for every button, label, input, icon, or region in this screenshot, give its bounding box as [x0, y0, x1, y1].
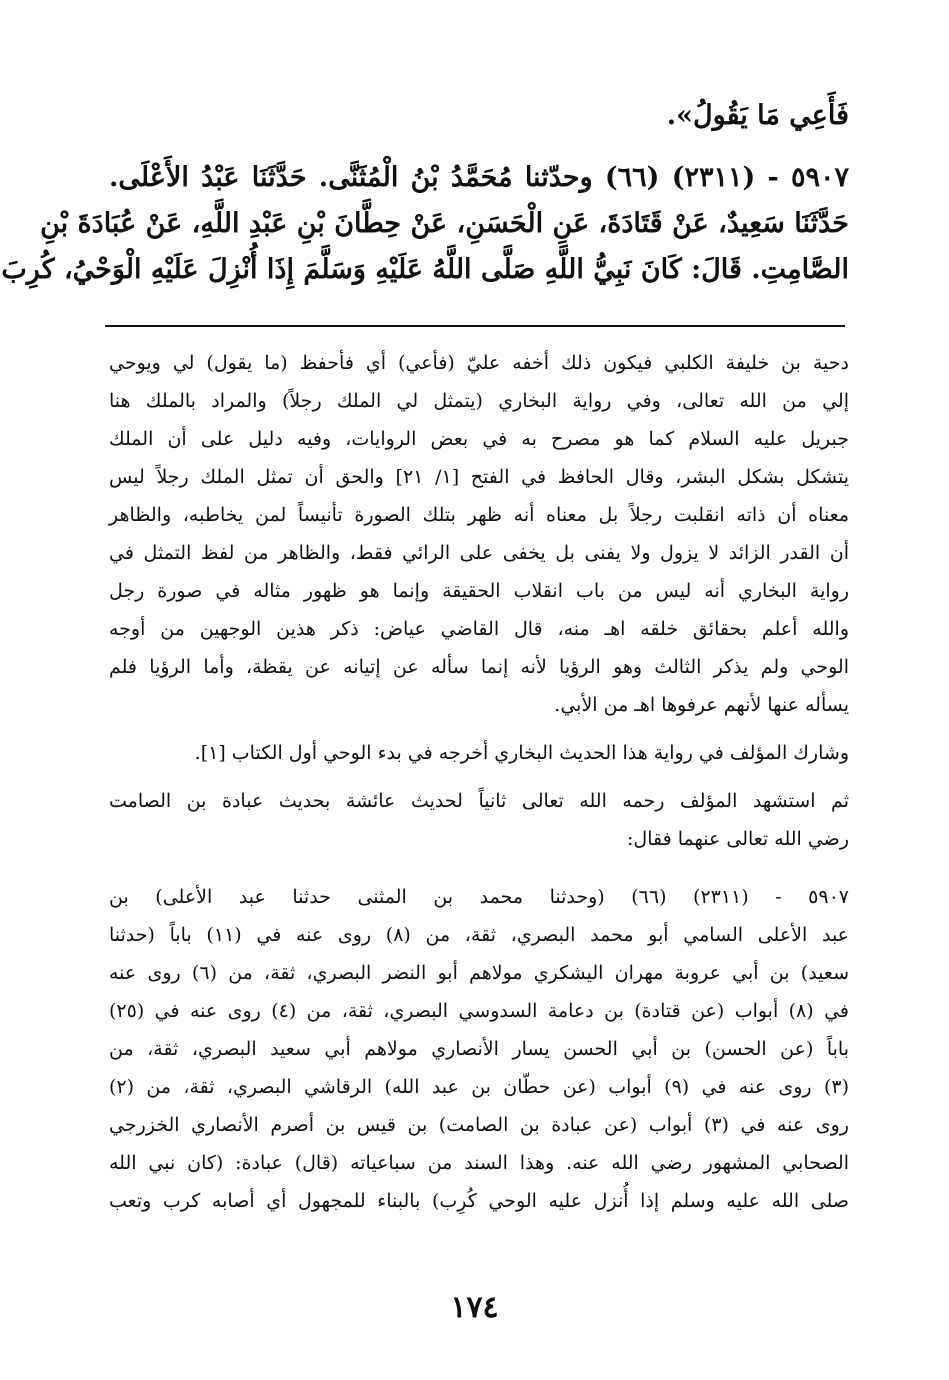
commentary-line: ٥٩٠٧ - (٢٣١١) (٦٦) (وحدثنا محمد بن المثنى حدثنا عبد الأعلى) بن	[109, 886, 849, 908]
commentary-line: معناه أن ذاته انقلبت رجلاً بل معناه أنه ظهر بتلك الصورة تأنيساً لمن يخاطبه، والظاهر	[109, 504, 849, 526]
commentary-line: جبريل عليه السلام كما هو مصرح به في بعض الروايات، وفيه دليل على أن الملك	[109, 428, 849, 450]
commentary-line: في (٨) أبواب (عن قتادة) بن دعامة السدوسي البصري، ثقة، من (٤) روى عنه في (٢٥)	[109, 1000, 849, 1022]
hadith-line: ٥٩٠٧ - (٢٣١١) (٦٦) وحدّثنا مُحَمَّدُ بْنُ الْمُثَنَّى. حَدَّثَنَا عَبْدُ الأَعْلَى.	[109, 162, 850, 193]
commentary-paragraph: وشارك المؤلف في رواية هذا الحديث البخاري أخرجه في بدء الوحي أول الكتاب [١].	[194, 742, 849, 764]
commentary-line: رضي الله تعالى عنهما فقال:	[626, 828, 849, 850]
commentary-line: إلي من الله تعالى، وفي رواية البخاري (يتمثل لي الملك رجلاً) والمراد بالملك هنا	[109, 390, 849, 412]
footnote-divider	[105, 325, 845, 327]
hadith-line: حَدَّثَنَا سَعِيدٌ، عَنْ قَتَادَةَ، عَنِ الْحَسَنِ، عَنْ حِطَّانَ بْنِ عَبْدِ اللَّهِ، عَنْ عُبَادَةَ بْنِ	[40, 208, 849, 239]
commentary-line: ثم استشهد المؤلف رحمه الله تعالى ثانياً لحديث عائشة بحديث عبادة بن الصامت	[109, 790, 849, 812]
commentary-line: سعيد) بن أبي عروبة مهران اليشكري مولاهم أبو النضر البصري، ثقة، من (٦) روى عنه	[109, 962, 849, 984]
commentary-line: صلى الله عليه وسلم إذا أُنزل عليه الوحي كُرِب) بالبناء للمجهول أي أصابه كرب وتعب	[109, 1190, 849, 1212]
commentary-line: باباً (عن الحسن) بن أبي الحسن يسار الأنصاري مولاهم أبي سعيد البصري، ثقة، من	[109, 1038, 849, 1060]
commentary-line: والله أعلم بحقائق خلقه اهـ منه، قال القاضي عياض: ذكر هذين الوجهين من أوجه	[109, 618, 849, 640]
commentary-line: يتشكل بشكل البشر، وقال الحافظ في الفتح [١/ ٢١] والحق أن تمثل الملك رجلاً ليس	[109, 466, 849, 488]
hadith-line: الصَّامِتِ. قَالَ: كَانَ نَبِيُّ اللَّهِ صَلَّى اللَّهُ عَلَيْهِ وَسَلَّمَ إِذَا أُنْزِلَ عَلَيْهِ الْوَحْيُ، كُرِبَ	[1, 254, 849, 285]
commentary-line: عبد الأعلى السامي أبو محمد البصري، ثقة، من (٨) روى عنه في (١١) باباً (حدثنا	[109, 924, 850, 946]
commentary-line: أن القدر الزائد لا يزول ولا يفنى بل يخفى على الرائي فقط، والظاهر من لفظ التمثل في	[109, 542, 849, 564]
commentary-line: الوحي ولم يذكر الثالث وهو الرؤيا لأنه إنما سأله عن إتيانه عن يقظة، وأما الرؤيا فلم	[109, 656, 849, 678]
hadith-closing-line: فَأَعِي مَا يَقُولُ».	[666, 100, 849, 131]
commentary-line: روى عنه في (٣) أبواب (عن عبادة بن الصامت) بن قيس بن أصرم الأنصاري الخزرجي	[109, 1114, 849, 1136]
commentary-line: رواية البخاري أنه ليس من باب انقلاب الحقيقة وإنما هو ظهور مثاله في صورة رجل	[109, 580, 849, 602]
commentary-line: يسأله عنها لأنهم عرفوها اهـ من الأبي.	[554, 694, 849, 716]
page-number: ١٧٤	[450, 1290, 499, 1325]
commentary-line: دحية بن خليفة الكلبي فيكون ذلك أخفه عليّ (فأعي) أي فأحفظ (ما يقول) لي ويوحي	[109, 352, 849, 374]
commentary-line: (٣) روى عنه في (٩) أبواب (عن حطّان بن عبد الله) الرقاشي البصري، ثقة، من (٢)	[109, 1076, 849, 1098]
commentary-line: الصحابي المشهور رضي الله عنه. وهذا السند من سباعياته (قال) عبادة: (كان نبي الله	[109, 1152, 849, 1174]
